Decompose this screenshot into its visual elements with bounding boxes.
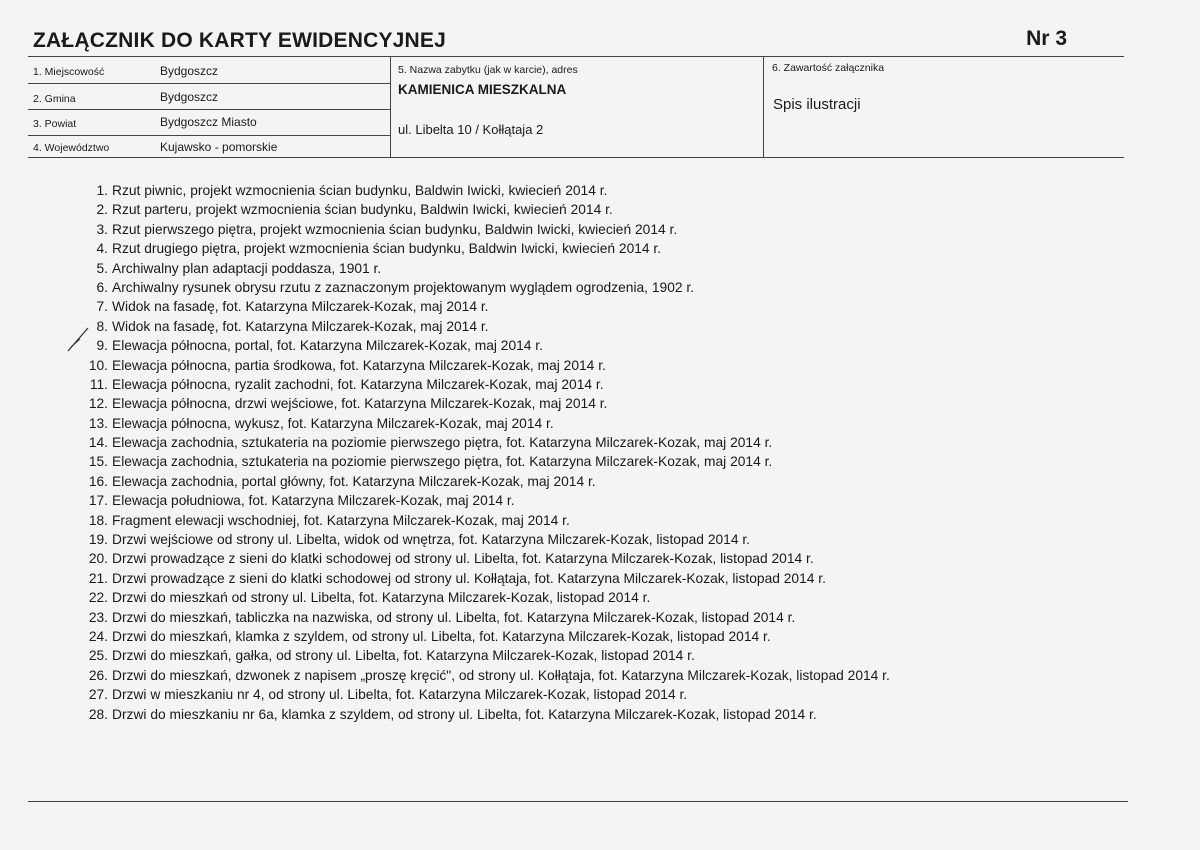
list-item [78, 181, 890, 200]
list-item-text: Elewacja zachodnia, sztukateria na poziomie pierwszego piętra, fot. Katarzyna Milczarek-Kozak, maj 2014 r. [112, 454, 773, 470]
list-item-number: 14. [88, 435, 108, 451]
list-item-text: Rzut piwnic, projekt wzmocnienia ścian budynku, Baldwin Iwicki, kwiecień 2014 r. [112, 183, 608, 198]
list-item-number: 12. [88, 396, 108, 412]
list-item-text: Archiwalny plan adaptacji poddasza, 1901 r. [112, 260, 382, 276]
table-bottom-rule [28, 157, 1124, 158]
table-row-rule-2 [28, 109, 390, 110]
field-value-zawartosc: Spis ilustracji [773, 96, 861, 113]
list-item-number: 19. [88, 532, 108, 548]
list-item [78, 433, 890, 452]
list-item-text: Drzwi wejściowe od strony ul. Libelta, widok od wnętrza, fot. Katarzyna Milczarek-Kozak, listopad 2014 r. [112, 532, 751, 548]
list-item [78, 705, 890, 724]
list-item [78, 511, 890, 530]
field-label-zawartosc: 6. Zawartość załącznika [772, 62, 885, 74]
list-item [78, 297, 890, 316]
list-item [78, 530, 890, 549]
list-item-number: 23. [88, 609, 108, 625]
list-item-text: Elewacja północna, ryzalit zachodni, fot. Katarzyna Milczarek-Kozak, maj 2014 r. [112, 376, 604, 392]
list-item-number: 24. [88, 628, 108, 644]
list-item-number: 17. [88, 493, 108, 509]
page-title: ZAŁĄCZNIK DO KARTY EWIDENCYJNEJ [33, 29, 447, 52]
list-item [78, 317, 890, 336]
list-item-text: Rzut parteru, projekt wzmocnienia ścian budynku, Baldwin Iwicki, kwiecień 2014 r. [112, 202, 613, 218]
list-item-text: Rzut pierwszego piętra, projekt wzmocnienia ścian budynku, Baldwin Iwicki, kwiecień 2014 r. [112, 221, 678, 237]
field-label-wojewodztwo: 4. Województwo [33, 142, 110, 154]
list-item [78, 472, 890, 491]
table-row-rule-1 [28, 83, 390, 84]
list-item [78, 239, 890, 258]
list-item-text: Drzwi do mieszkań, dzwonek z napisem „proszę kręcić", od strony ul. Kołłątaja, fot. Katarzyna Milczarek-Kozak, listopad 2014 r. [112, 667, 890, 683]
list-item-text: Elewacja północna, portal, fot. Katarzyna Milczarek-Kozak, maj 2014 r. [112, 338, 543, 354]
field-value-miejscowosc: Bydgoszcz [160, 64, 219, 78]
field-label-powiat: 3. Powiat [33, 118, 77, 130]
list-item-text: Drzwi do mieszkań od strony ul. Libelta, fot. Katarzyna Milczarek-Kozak, listopad 2014 r. [112, 590, 651, 606]
list-item [78, 336, 890, 355]
handwritten-strike-mark [66, 325, 90, 353]
list-item-text: Elewacja północna, partia środkowa, fot. Katarzyna Milczarek-Kozak, maj 2014 r. [112, 357, 606, 373]
list-item-number: 27. [88, 687, 108, 703]
field-value-wojewodztwo: Kujawsko - pomorskie [160, 140, 278, 154]
table-row-rule-3 [28, 135, 390, 136]
list-item-number: 3. [96, 221, 108, 237]
list-item [78, 588, 890, 607]
list-item [78, 627, 890, 646]
field-label-gmina: 2. Gmina [33, 93, 76, 105]
list-item-text: Widok na fasadę, fot. Katarzyna Milczarek-Kozak, maj 2014 r. [112, 318, 489, 334]
list-item-text: Drzwi prowadzące z sieni do klatki schodowej od strony ul. Libelta, fot. Katarzyna Milczarek-Kozak, listopad 2014 r. [112, 551, 814, 567]
list-item-text: Drzwi do mieszkań, klamka z szyldem, od strony ul. Libelta, fot. Katarzyna Milczarek-Kozak, listopad 2014 r. [112, 628, 771, 644]
list-item [78, 356, 890, 375]
list-item-number: 11. [89, 376, 108, 392]
list-item-number: 7. [96, 299, 108, 315]
table-top-rule [28, 56, 1124, 57]
list-item-number: 6. [96, 279, 108, 295]
field-label-miejscowosc: 1. Miejscowość [33, 66, 105, 78]
list-item-number: 15. [88, 454, 108, 470]
list-item-text: Archiwalny rysunek obrysu rzutu z zaznaczonym projektowanym wyglądem ogrodzenia, 1902 r. [112, 279, 695, 295]
list-item-text: Fragment elewacji wschodniej, fot. Katarzyna Milczarek-Kozak, maj 2014 r. [112, 512, 570, 528]
list-item-text: Drzwi do mieszkań, gałka, od strony ul. Libelta, fot. Katarzyna Milczarek-Kozak, listopad 2014 r. [112, 648, 695, 664]
list-item-number: 21. [88, 570, 108, 586]
list-item-number: 8. [96, 318, 108, 334]
list-item [78, 646, 890, 665]
field-value-powiat: Bydgoszcz Miasto [160, 115, 257, 129]
list-item [78, 549, 890, 568]
list-item-number: 10. [88, 357, 108, 373]
list-item-text: Drzwi w mieszkaniu nr 4, od strony ul. Libelta, fot. Katarzyna Milczarek-Kozak, listopad 2014 r. [112, 687, 688, 703]
page-bottom-rule [28, 801, 1128, 802]
field-value-gmina: Bydgoszcz [160, 90, 219, 104]
list-item-text: Elewacja północna, wykusz, fot. Katarzyna Milczarek-Kozak, maj 2014 r. [112, 415, 554, 431]
field-value-nazwa: KAMIENICA MIESZKALNA [398, 82, 567, 97]
list-item-number: 13. [88, 415, 108, 431]
list-item-text: Elewacja zachodnia, portal główny, fot. Katarzyna Milczarek-Kozak, maj 2014 r. [112, 473, 596, 489]
list-item-text: Elewacja południowa, fot. Katarzyna Milczarek-Kozak, maj 2014 r. [112, 493, 515, 509]
list-item-number: 16. [88, 473, 108, 489]
illustration-list [78, 181, 890, 724]
field-value-adres: ul. Libelta 10 / Kołłątaja 2 [398, 122, 544, 137]
list-item-number: 26. [88, 667, 108, 683]
list-item [78, 375, 890, 394]
list-item-text: Widok na fasadę, fot. Katarzyna Milczarek-Kozak, maj 2014 r. [112, 299, 489, 315]
list-item-number: 28. [88, 706, 108, 722]
list-item [78, 278, 890, 297]
list-item-number: 2. [96, 202, 108, 218]
list-item-text: Elewacja północna, drzwi wejściowe, fot. Katarzyna Milczarek-Kozak, maj 2014 r. [112, 396, 608, 412]
list-item [78, 569, 890, 588]
list-item-number: 1. [96, 183, 108, 198]
field-label-nazwa: 5. Nazwa zabytku (jak w karcie), adres [398, 64, 578, 76]
list-item-number: 18. [88, 512, 108, 528]
list-item-text: Elewacja zachodnia, sztukateria na poziomie pierwszego piętra, fot. Katarzyna Milczarek-Kozak, maj 2014 r. [112, 435, 773, 451]
list-item-number: 9. [96, 338, 108, 354]
list-item [78, 685, 890, 704]
table-col-divider-1 [390, 56, 391, 157]
list-item-number: 20. [88, 551, 108, 567]
list-item-text: Drzwi prowadzące z sieni do klatki schodowej od strony ul. Kołłątaja, fot. Katarzyna Milczarek-Kozak, listopad 2014 r. [112, 570, 826, 586]
list-item [78, 394, 890, 413]
list-item [78, 452, 890, 471]
list-item [78, 491, 890, 510]
list-item [78, 259, 890, 278]
list-item [78, 200, 890, 219]
list-item-text: Drzwi do mieszkań, tabliczka na nazwiska, od strony ul. Libelta, fot. Katarzyna Milczarek-Kozak, listopad 2014 r. [112, 609, 796, 625]
list-item-number: 4. [96, 241, 108, 257]
list-item-text: Rzut drugiego piętra, projekt wzmocnienia ścian budynku, Baldwin Iwicki, kwiecień 2014 r. [112, 241, 662, 257]
list-item [78, 666, 890, 685]
list-item-number: 22. [88, 590, 108, 606]
page-number: Nr 3 [1026, 27, 1067, 50]
list-item-text: Drzwi do mieszkaniu nr 6a, klamka z szyldem, od strony ul. Libelta, fot. Katarzyna Milczarek-Kozak, listopad 2014 r. [112, 706, 817, 722]
list-item-number: 5. [96, 260, 108, 276]
table-col-divider-2 [763, 56, 764, 157]
list-item-number: 25. [88, 648, 108, 664]
list-item [78, 220, 890, 239]
list-item [78, 608, 890, 627]
list-item [78, 414, 890, 433]
